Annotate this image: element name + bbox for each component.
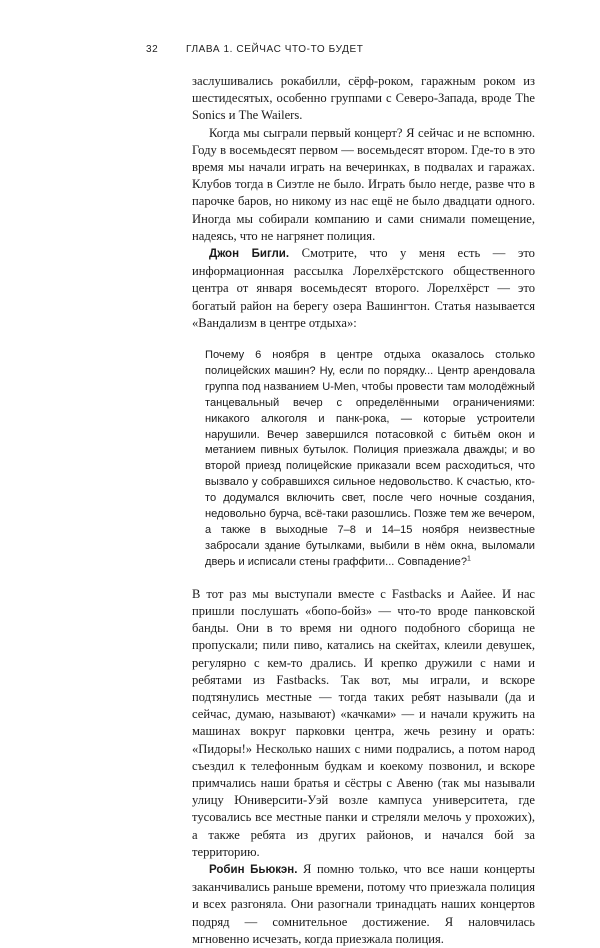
paragraph-4: В тот раз мы выступали вместе с Fastbacks и Аайее. И нас пришли послушать «бопо-бойз» — что-то вроде панковской банды. Они в то время ни одного подобного сборища не пропускали; пили пиво, катались на скейтах, клеили девушек, регулярно с кем-то дрались. И крепко дружили с нами и ребятами из Fastbacks. Так вот, мы играли, и вскоре подтянулись местные — тогда таких ребят называли (да и сейчас, думаю, называют) «качками» — и начали кружить на машинах вокруг парковки центра, жечь резину и орать: «Пидоры!» Несколько наших с ними подрались, а потом народ съездил к телефонным будкам и коекому позвонил, и вскоре примчались наши братья и сёстры с Авеню (так мы называли улицу Юниверсити-Уэй возле кампуса университета, где тусовались все местные панки и стреляли мелочь у прохожих), а также ребята из других районов, и начался бой за территорию.	[192, 586, 535, 859]
footnote-marker: 1	[467, 555, 471, 563]
paragraph-1: заслушивались рокабилли, сёрф-роком, гаражным роком из шестидесятых, особенно группами с Северо-Запада, вроде The Sonics и The Wailers.	[192, 74, 535, 123]
paragraph-2: Когда мы сыграли первый концерт? Я сейчас и не вспомню. Году в восемьдесят первом — восемьдесят втором. Где-то в это время мы начали играть на вечеринках, в подвалах и гаражах. Клубов тогда в Сиэтле не было. Играть было негде, разве что в парочке баров, но никому из нас ещё не было двадцати одного. Иногда мы собирали компанию и сами снимали помещение, надеясь, что не нагрянет полиция.	[192, 125, 535, 243]
speaker-name: Робин Бьюкэн.	[209, 863, 298, 876]
page-number: 32	[146, 44, 159, 55]
page-body	[192, 73, 535, 948]
speaker-name: Джон Бигли.	[209, 248, 290, 261]
block-quote	[205, 348, 535, 571]
paragraph-5-text: Я помню только, что все наши концерты заканчивались раньше времени, потому что приезжала полиция и всех разгоняла. Они разогнали тринадцать наших концертов подряд — сомнительное достижение. Я наловчилась мгновенно исчезать, когда приезжала полиция.	[192, 861, 535, 946]
chapter-title: ГЛАВА 1. СЕЙЧАС ЧТО-ТО БУДЕТ	[186, 44, 364, 55]
paragraph-3	[192, 245, 535, 332]
paragraph-5	[192, 861, 535, 948]
paragraph-3-text: Смотрите, что у меня есть — это информационная рассылка Лорелхёрстского общественного центра от января восемьдесят второго. Лорелхёрст — это богатый район на берегу озера Вашингтон. Статья называется «Вандализм в центре отдыха»:	[192, 246, 535, 330]
block-quote-text: Почему 6 ноября в центре отдыха оказалось столько полицейских машин? Ну, если по порядку... Центр арендовала группа под названием U-Men, чтобы провести там молодёжный танцевальный вечер с определёнными ограничениями: никакого алкоголя и панк-рока, — которые устроители нарушили. Вечер завершился потасовкой с битьём окон и метанием пивных бутылок. Полиция приезжала дважды; и во второй приезд полицейские приказали всем расходиться, что вызвало у собравшихся сильное недовольство. К счастью, кто-то додумался включить свет, после чего ночные создания, недовольно бурча, всё-таки разошлись. Позже тем же вечером, а также в выходные 7–8 и 14–15 ноября неизвестные забросали здание бутылками, выбили в нём окна, выломали дверь и исписали стены граффити... Совпадение?	[205, 349, 535, 568]
running-header	[146, 44, 540, 58]
